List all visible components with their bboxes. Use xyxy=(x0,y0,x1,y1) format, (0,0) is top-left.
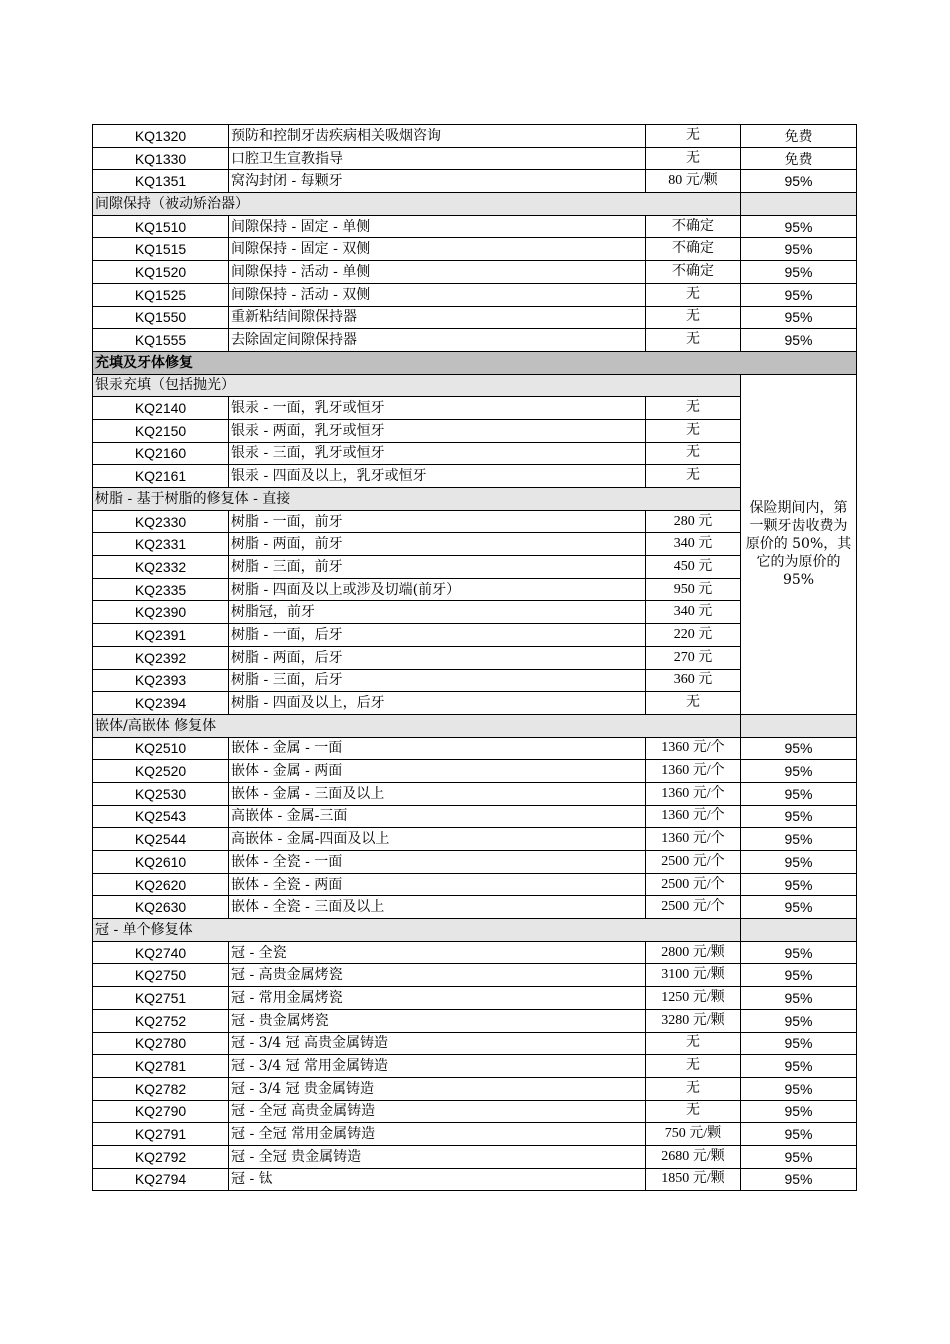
procedure-price: 1360 元/个 xyxy=(646,805,741,828)
fee-row xyxy=(93,329,857,352)
procedure-code: KQ2750 xyxy=(93,964,229,987)
coverage-rate: 95% xyxy=(741,1032,857,1055)
fee-row xyxy=(93,170,857,193)
procedure-description: 银汞 - 两面，乳牙或恒牙 xyxy=(229,419,646,442)
procedure-description: 去除固定间隙保持器 xyxy=(229,329,646,352)
fee-row xyxy=(93,1123,857,1146)
procedure-price: 1360 元/个 xyxy=(646,782,741,805)
fee-row xyxy=(93,737,857,760)
coverage-rate: 95% xyxy=(741,170,857,193)
procedure-description: 高嵌体 - 金属-三面 xyxy=(229,805,646,828)
fee-row xyxy=(93,941,857,964)
fee-row xyxy=(93,760,857,783)
fee-row xyxy=(93,283,857,306)
procedure-price: 无 xyxy=(646,1055,741,1078)
procedure-code: KQ2390 xyxy=(93,601,229,624)
procedure-code: KQ2630 xyxy=(93,896,229,919)
category-header-row xyxy=(93,374,857,397)
coverage-rate: 95% xyxy=(741,329,857,352)
coverage-rate: 95% xyxy=(741,964,857,987)
procedure-description: 冠 - 常用金属烤瓷 xyxy=(229,987,646,1010)
procedure-price: 270 元 xyxy=(646,646,741,669)
category-title: 树脂 - 基于树脂的修复体 - 直接 xyxy=(93,488,741,511)
fee-row xyxy=(93,125,857,148)
coverage-rate: 95% xyxy=(741,873,857,896)
procedure-price: 1360 元/个 xyxy=(646,828,741,851)
procedure-price: 2500 元/个 xyxy=(646,873,741,896)
fee-row xyxy=(93,261,857,284)
procedure-code: KQ1525 xyxy=(93,283,229,306)
procedure-price: 1250 元/颗 xyxy=(646,987,741,1010)
coverage-rate: 95% xyxy=(741,805,857,828)
coverage-rate: 95% xyxy=(741,941,857,964)
procedure-code: KQ1351 xyxy=(93,170,229,193)
procedure-price: 750 元/颗 xyxy=(646,1123,741,1146)
procedure-code: KQ2161 xyxy=(93,465,229,488)
procedure-description: 冠 - 高贵金属烤瓷 xyxy=(229,964,646,987)
coverage-rate: 免费 xyxy=(741,125,857,148)
procedure-description: 间隙保持 - 活动 - 双侧 xyxy=(229,283,646,306)
fee-row xyxy=(93,147,857,170)
procedure-code: KQ2391 xyxy=(93,624,229,647)
procedure-price: 无 xyxy=(646,283,741,306)
procedure-code: KQ2530 xyxy=(93,782,229,805)
procedure-price: 950 元 xyxy=(646,578,741,601)
procedure-description: 嵌体 - 全瓷 - 一面 xyxy=(229,851,646,874)
category-header-row xyxy=(93,714,857,737)
procedure-code: KQ2150 xyxy=(93,419,229,442)
fee-row xyxy=(93,873,857,896)
fee-row xyxy=(93,238,857,261)
procedure-description: 树脂 - 三面，前牙 xyxy=(229,556,646,579)
coverage-rate: 95% xyxy=(741,1145,857,1168)
procedure-price: 2680 元/颗 xyxy=(646,1145,741,1168)
coverage-rate: 95% xyxy=(741,737,857,760)
procedure-description: 间隙保持 - 固定 - 单侧 xyxy=(229,215,646,238)
procedure-price: 2500 元/个 xyxy=(646,896,741,919)
procedure-price: 1360 元/个 xyxy=(646,737,741,760)
procedure-price: 不确定 xyxy=(646,238,741,261)
category-title: 冠 - 单个修复体 xyxy=(93,919,741,942)
procedure-description: 间隙保持 - 活动 - 单侧 xyxy=(229,261,646,284)
procedure-price: 3280 元/颗 xyxy=(646,1009,741,1032)
procedure-description: 冠 - 3/4 冠 常用金属铸造 xyxy=(229,1055,646,1078)
procedure-price: 220 元 xyxy=(646,624,741,647)
procedure-description: 口腔卫生宣教指导 xyxy=(229,147,646,170)
coverage-rate: 95% xyxy=(741,987,857,1010)
procedure-code: KQ2791 xyxy=(93,1123,229,1146)
fee-row xyxy=(93,828,857,851)
procedure-description: 冠 - 全冠 贵金属铸造 xyxy=(229,1145,646,1168)
procedure-code: KQ2393 xyxy=(93,669,229,692)
procedure-description: 银汞 - 三面，乳牙或恒牙 xyxy=(229,442,646,465)
procedure-code: KQ1555 xyxy=(93,329,229,352)
procedure-price: 无 xyxy=(646,147,741,170)
fee-row xyxy=(93,1009,857,1032)
procedure-description: 高嵌体 - 金属-四面及以上 xyxy=(229,828,646,851)
coverage-rate: 95% xyxy=(741,215,857,238)
procedure-price: 无 xyxy=(646,1100,741,1123)
procedure-code: KQ2620 xyxy=(93,873,229,896)
procedure-code: KQ2392 xyxy=(93,646,229,669)
coverage-rate: 95% xyxy=(741,1168,857,1191)
procedure-price: 不确定 xyxy=(646,261,741,284)
procedure-price: 无 xyxy=(646,465,741,488)
procedure-description: 冠 - 全冠 高贵金属铸造 xyxy=(229,1100,646,1123)
procedure-description: 树脂 - 四面及以上或涉及切端(前牙） xyxy=(229,578,646,601)
procedure-code: KQ2510 xyxy=(93,737,229,760)
procedure-code: KQ2332 xyxy=(93,556,229,579)
procedure-price: 1360 元/个 xyxy=(646,760,741,783)
fee-row xyxy=(93,306,857,329)
fee-row xyxy=(93,1055,857,1078)
fee-row xyxy=(93,964,857,987)
category-header-row xyxy=(93,193,857,216)
coverage-rate: 95% xyxy=(741,306,857,329)
procedure-description: 树脂 - 三面，后牙 xyxy=(229,669,646,692)
procedure-code: KQ2520 xyxy=(93,760,229,783)
procedure-description: 嵌体 - 金属 - 两面 xyxy=(229,760,646,783)
coverage-rate: 95% xyxy=(741,238,857,261)
procedure-description: 树脂 - 一面，前牙 xyxy=(229,510,646,533)
coverage-rate: 95% xyxy=(741,782,857,805)
procedure-description: 银汞 - 一面，乳牙或恒牙 xyxy=(229,397,646,420)
procedure-code: KQ2544 xyxy=(93,828,229,851)
coverage-rate: 免费 xyxy=(741,147,857,170)
category-title: 间隙保持（被动矫治器） xyxy=(93,193,741,216)
procedure-price: 360 元 xyxy=(646,669,741,692)
procedure-code: KQ2794 xyxy=(93,1168,229,1191)
procedure-price: 450 元 xyxy=(646,556,741,579)
category-coverage-blank xyxy=(741,193,857,216)
fee-row xyxy=(93,782,857,805)
procedure-price: 1850 元/颗 xyxy=(646,1168,741,1191)
procedure-description: 嵌体 - 全瓷 - 三面及以上 xyxy=(229,896,646,919)
procedure-code: KQ2335 xyxy=(93,578,229,601)
procedure-code: KQ2140 xyxy=(93,397,229,420)
fee-row xyxy=(93,851,857,874)
category-title: 嵌体/高嵌体 修复体 xyxy=(93,714,741,737)
coverage-rate: 95% xyxy=(741,896,857,919)
procedure-price: 无 xyxy=(646,397,741,420)
procedure-price: 无 xyxy=(646,329,741,352)
procedure-description: 冠 - 全冠 常用金属铸造 xyxy=(229,1123,646,1146)
procedure-description: 冠 - 3/4 冠 高贵金属铸造 xyxy=(229,1032,646,1055)
procedure-code: KQ2780 xyxy=(93,1032,229,1055)
procedure-description: 树脂 - 一面，后牙 xyxy=(229,624,646,647)
procedure-description: 窝沟封闭 - 每颗牙 xyxy=(229,170,646,193)
procedure-price: 2500 元/个 xyxy=(646,851,741,874)
coverage-rate: 95% xyxy=(741,1009,857,1032)
coverage-rate: 95% xyxy=(741,261,857,284)
procedure-code: KQ2740 xyxy=(93,941,229,964)
procedure-code: KQ1550 xyxy=(93,306,229,329)
procedure-code: KQ1330 xyxy=(93,147,229,170)
procedure-code: KQ2610 xyxy=(93,851,229,874)
procedure-description: 树脂冠，前牙 xyxy=(229,601,646,624)
procedure-code: KQ2330 xyxy=(93,510,229,533)
procedure-price: 无 xyxy=(646,306,741,329)
procedure-price: 2800 元/颗 xyxy=(646,941,741,964)
procedure-price: 3100 元/颗 xyxy=(646,964,741,987)
fee-row xyxy=(93,805,857,828)
procedure-description: 嵌体 - 金属 - 一面 xyxy=(229,737,646,760)
procedure-description: 嵌体 - 金属 - 三面及以上 xyxy=(229,782,646,805)
coverage-rate: 95% xyxy=(741,760,857,783)
procedure-price: 无 xyxy=(646,1077,741,1100)
coverage-rate: 95% xyxy=(741,1055,857,1078)
procedure-price: 80 元/颗 xyxy=(646,170,741,193)
fee-row xyxy=(93,1168,857,1191)
procedure-code: KQ2160 xyxy=(93,442,229,465)
fee-row xyxy=(93,896,857,919)
procedure-code: KQ2543 xyxy=(93,805,229,828)
procedure-code: KQ2752 xyxy=(93,1009,229,1032)
procedure-description: 树脂 - 四面及以上，后牙 xyxy=(229,692,646,715)
fee-row xyxy=(93,215,857,238)
procedure-code: KQ2782 xyxy=(93,1077,229,1100)
section-header-row xyxy=(93,351,857,374)
procedure-price: 不确定 xyxy=(646,215,741,238)
procedure-price: 280 元 xyxy=(646,510,741,533)
category-coverage-blank xyxy=(741,714,857,737)
procedure-price: 无 xyxy=(646,692,741,715)
coverage-rate: 95% xyxy=(741,1123,857,1146)
procedure-code: KQ2751 xyxy=(93,987,229,1010)
procedure-code: KQ1515 xyxy=(93,238,229,261)
procedure-description: 银汞 - 四面及以上，乳牙或恒牙 xyxy=(229,465,646,488)
coverage-rate: 95% xyxy=(741,283,857,306)
category-coverage-blank xyxy=(741,919,857,942)
procedure-price: 无 xyxy=(646,1032,741,1055)
procedure-code: KQ1510 xyxy=(93,215,229,238)
procedure-description: 树脂 - 两面，后牙 xyxy=(229,646,646,669)
coverage-rate: 95% xyxy=(741,851,857,874)
coverage-rate: 95% xyxy=(741,1100,857,1123)
category-header-row xyxy=(93,919,857,942)
procedure-code: KQ2790 xyxy=(93,1100,229,1123)
section-title: 充填及牙体修复 xyxy=(93,351,857,374)
category-title: 银汞充填（包括抛光） xyxy=(93,374,741,397)
procedure-code: KQ2331 xyxy=(93,533,229,556)
fee-row xyxy=(93,1100,857,1123)
fee-schedule-table xyxy=(92,124,857,1191)
procedure-code: KQ1320 xyxy=(93,125,229,148)
fee-schedule-body xyxy=(93,125,857,1191)
procedure-description: 嵌体 - 全瓷 - 两面 xyxy=(229,873,646,896)
procedure-price: 无 xyxy=(646,419,741,442)
procedure-description: 间隙保持 - 固定 - 双侧 xyxy=(229,238,646,261)
procedure-description: 冠 - 全瓷 xyxy=(229,941,646,964)
coverage-rate: 95% xyxy=(741,1077,857,1100)
procedure-description: 树脂 - 两面，前牙 xyxy=(229,533,646,556)
procedure-description: 重新粘结间隙保持器 xyxy=(229,306,646,329)
fee-row xyxy=(93,1077,857,1100)
fee-row xyxy=(93,1145,857,1168)
procedure-code: KQ2792 xyxy=(93,1145,229,1168)
procedure-price: 无 xyxy=(646,442,741,465)
procedure-code: KQ2781 xyxy=(93,1055,229,1078)
procedure-price: 340 元 xyxy=(646,533,741,556)
procedure-description: 冠 - 3/4 冠 贵金属铸造 xyxy=(229,1077,646,1100)
procedure-description: 冠 - 贵金属烤瓷 xyxy=(229,1009,646,1032)
procedure-code: KQ2394 xyxy=(93,692,229,715)
fee-row xyxy=(93,987,857,1010)
procedure-description: 预防和控制牙齿疾病相关吸烟咨询 xyxy=(229,125,646,148)
procedure-price: 无 xyxy=(646,125,741,148)
procedure-price: 340 元 xyxy=(646,601,741,624)
coverage-note: 保险期间内，第一颗牙齿收费为原价的 50%，其它的为原价的 95% xyxy=(741,374,857,714)
procedure-code: KQ1520 xyxy=(93,261,229,284)
coverage-rate: 95% xyxy=(741,828,857,851)
fee-row xyxy=(93,1032,857,1055)
procedure-description: 冠 - 钛 xyxy=(229,1168,646,1191)
